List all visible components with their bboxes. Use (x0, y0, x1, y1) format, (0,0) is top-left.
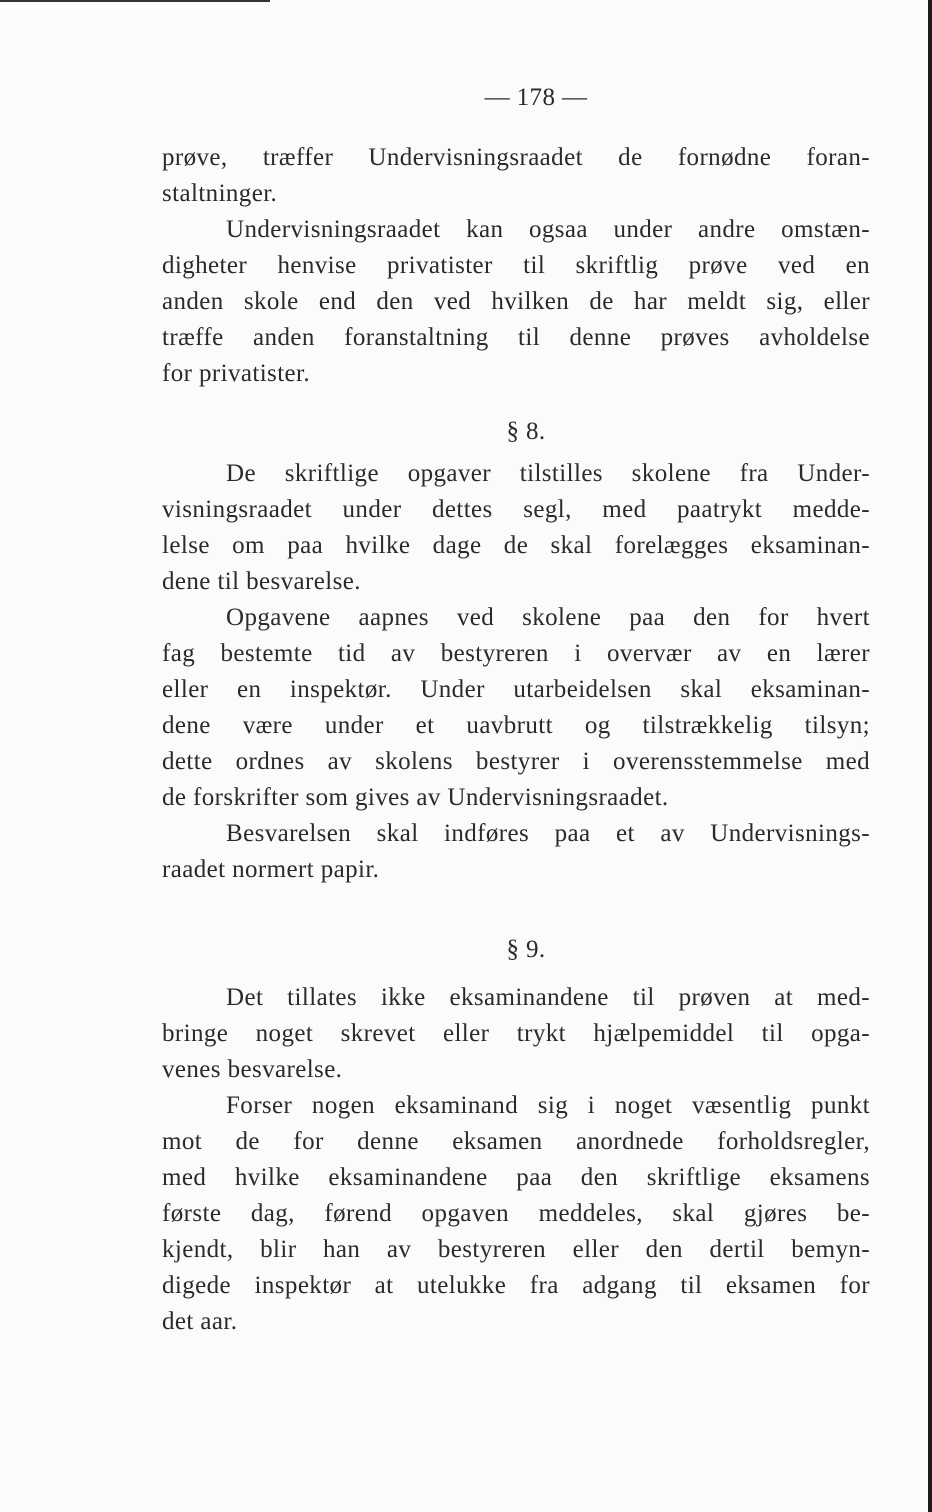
section-heading-8: § 8. (506, 418, 546, 445)
paragraph-s9-1 (162, 980, 870, 1088)
text-line: eller en inspektør. Under utarbeidelsen skal eksaminan- (162, 676, 870, 703)
text-line: fag bestemte tid av bestyreren i overvær av en lærer (162, 640, 870, 667)
text-line: raadet normert papir. (162, 856, 380, 883)
paragraph-intro-2 (162, 212, 870, 392)
text-line: bringe noget skrevet eller trykt hjælpemiddel til opga- (162, 1020, 870, 1047)
section-heading-9: § 9. (506, 936, 546, 963)
text-line: digede inspektør at utelukke fra adgang til eksamen for (162, 1272, 870, 1299)
paragraph-intro-1 (162, 140, 870, 212)
text-line: staltninger. (162, 180, 278, 207)
text-line: for privatister. (162, 360, 311, 387)
page-top-edge (0, 0, 270, 2)
text-line: venes besvarelse. (162, 1056, 343, 1083)
paragraph-s8-2 (162, 600, 870, 816)
text-line: Besvarelsen skal indføres paa et av Undervisnings- (226, 820, 870, 847)
text-line: digheter henvise privatister til skriftlig prøve ved en (162, 252, 870, 279)
text-line: dene til besvarelse. (162, 568, 361, 595)
page-text (162, 78, 870, 1340)
text-line: anden skole end den ved hvilken de har meldt sig, eller (162, 288, 870, 315)
paragraph-s8-1 (162, 456, 870, 600)
paragraph-s9-2 (162, 1088, 870, 1340)
text-line: første dag, førend opgaven meddeles, skal gjøres be- (162, 1200, 870, 1227)
text-line: visningsraadet under dettes segl, med paatrykt medde- (162, 496, 870, 523)
text-line: Opgavene aapnes ved skolene paa den for hvert (226, 604, 870, 631)
text-line: De skriftlige opgaver tilstilles skolene fra Under- (226, 460, 870, 487)
text-line: Undervisningsraadet kan ogsaa under andre omstæn- (226, 216, 870, 243)
text-line: det aar. (162, 1308, 238, 1335)
page-number: — 178 — (484, 84, 588, 111)
text-line: lelse om paa hvilke dage de skal forelægges eksaminan- (162, 532, 870, 559)
text-line: Forser nogen eksaminand sig i noget væsentlig punkt (226, 1092, 870, 1119)
text-line: dene være under et uavbrutt og tilstrækkelig tilsyn; (162, 712, 870, 739)
text-line: de forskrifter som gives av Undervisningsraadet. (162, 784, 669, 811)
paragraph-s8-3 (162, 816, 870, 888)
text-line: træffe anden foranstaltning til denne prøves avholdelse (162, 324, 870, 351)
text-line: med hvilke eksaminandene paa den skriftlige eksamens (162, 1164, 870, 1191)
text-line: Det tillates ikke eksaminandene til prøven at med- (226, 984, 870, 1011)
text-line: mot de for denne eksamen anordnede forholdsregler, (162, 1128, 870, 1155)
text-line: kjendt, blir han av bestyreren eller den dertil bemyn- (162, 1236, 870, 1263)
text-line: prøve, træffer Undervisningsraadet de fornødne foran- (162, 144, 870, 171)
text-line: dette ordnes av skolens bestyrer i overensstemmelse med (162, 748, 870, 775)
